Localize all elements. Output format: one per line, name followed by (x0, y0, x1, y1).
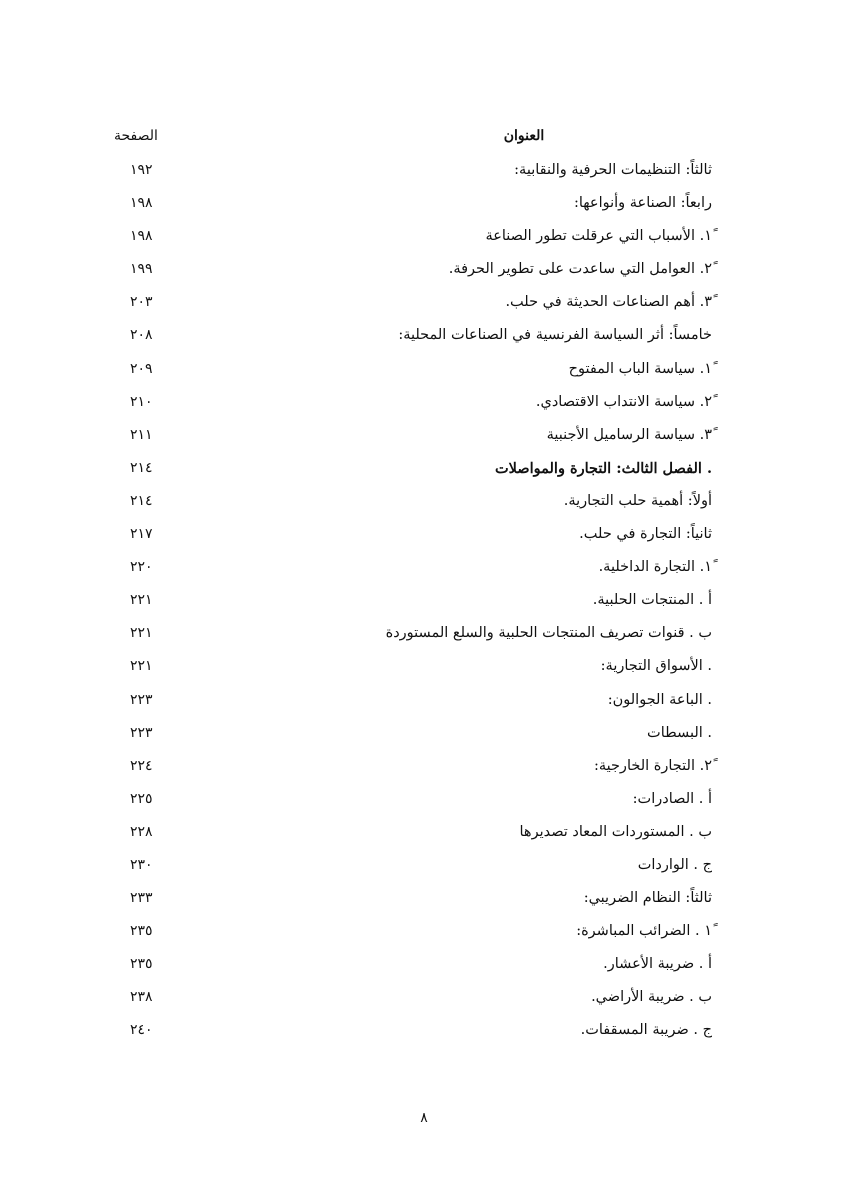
toc-entry-page: ٢٢٠ (130, 559, 153, 576)
toc-entry-title: . الأسواق التجارية: (600, 658, 712, 675)
toc-entry-title: أولاً: أهمية حلب التجارية. (563, 492, 712, 509)
toc-entry (114, 555, 712, 588)
page-number: ٨ (420, 1110, 428, 1126)
toc-list (114, 158, 712, 1052)
toc-entry-page: ٢٢١ (130, 658, 153, 675)
toc-entry (114, 357, 712, 390)
toc-entry-title: ب . قنوات تصريف المنتجات الحلبية والسلع المستوردة (385, 625, 712, 642)
toc-entry-title: ً٢. سياسة الانتداب الاقتصادي. (535, 393, 712, 410)
toc-entry (114, 191, 712, 224)
toc-entry (114, 489, 712, 522)
toc-entry-page: ٢١٠ (130, 393, 153, 410)
toc-entry-title: خامساً: أثر السياسة الفرنسية في الصناعات المحلية: (398, 327, 712, 344)
toc-entry-title: ً٢. العوامل التي ساعدت على تطوير الحرفة. (448, 261, 712, 278)
toc-entry (114, 985, 712, 1018)
toc-entry-title: أ . المنتجات الحلبية. (592, 592, 712, 609)
toc-entry (114, 654, 712, 687)
toc-entry-page: ٢١٤ (130, 459, 153, 476)
toc-entry (114, 853, 712, 886)
toc-entry (114, 224, 712, 257)
toc-entry-page: ٢٤٠ (130, 1022, 153, 1039)
toc-entry-title: ب . ضريبة الأراضي. (591, 989, 712, 1006)
toc-entry (114, 588, 712, 621)
toc-entry-page: ٢٣٣ (130, 890, 153, 907)
toc-entry-page: ٢٠٣ (130, 294, 153, 311)
toc-entry (114, 456, 712, 489)
toc-entry-title: ً١. التجارة الداخلية. (598, 559, 712, 576)
toc-entry (114, 1018, 712, 1051)
toc-entry-page: ١٩٨ (130, 228, 153, 245)
toc-entry-page: ٢١٧ (130, 526, 153, 543)
toc-entry (114, 820, 712, 853)
toc-entry-page: ٢٣٥ (130, 923, 153, 940)
toc-entry-page: ١٩٩ (130, 261, 153, 278)
toc-entry-title: ً٣. سياسة الرساميل الأجنبية (546, 426, 712, 443)
toc-entry (114, 290, 712, 323)
toc-entry (114, 423, 712, 456)
toc-entry-title: ثانياً: التجارة في حلب. (579, 526, 712, 543)
toc-entry-page: ٢٣٠ (130, 856, 153, 873)
toc-entry-page: ٢٢٣ (130, 691, 153, 708)
toc-entry (114, 787, 712, 820)
toc-entry-page: ٢١٤ (130, 492, 153, 509)
toc-entry-page: ٢٢٣ (130, 724, 153, 741)
toc-entry-page: ٢١١ (130, 426, 153, 443)
toc-entry (114, 688, 712, 721)
toc-entry-page: ٢٢١ (130, 625, 153, 642)
toc-entry (114, 952, 712, 985)
toc-entry-page: ١٩٢ (130, 162, 153, 178)
toc-entry-title: . الفصل الثالث: التجارة والمواصلات (495, 459, 712, 477)
toc-entry-title: ب . المستوردات المعاد تصديرها (519, 823, 712, 840)
toc-entry-title: ج . الواردات (637, 856, 712, 873)
toc-entry-title: ج . ضريبة المسقفات. (580, 1022, 712, 1039)
toc-entry-title: أ . الصادرات: (632, 790, 712, 807)
toc-entry (114, 721, 712, 754)
toc-entry (114, 919, 712, 952)
toc-entry-title: ً٣. أهم الصناعات الحديثة في حلب. (505, 294, 712, 311)
toc-entry-page: ٢٣٥ (130, 956, 153, 973)
toc-entry-title: رابعاً: الصناعة وأنواعها: (573, 195, 712, 212)
toc-entry (114, 621, 712, 654)
toc-entry-title: . البسطات (647, 724, 712, 741)
toc-entry-page: ٢٠٨ (130, 327, 153, 344)
toc-entry-page: ١٩٨ (130, 195, 153, 212)
toc-header (114, 128, 712, 152)
toc-entry (114, 323, 712, 356)
toc-entry (114, 522, 712, 555)
toc-entry-page: ٢٢٥ (130, 790, 153, 807)
column-page-heading: الصفحة (114, 128, 158, 144)
toc-entry-title: أ . ضريبة الأعشار. (603, 956, 712, 973)
toc-entry (114, 257, 712, 290)
toc-entry (114, 390, 712, 423)
toc-entry (114, 158, 712, 191)
toc-entry (114, 886, 712, 919)
toc-entry-title: ً١. الأسباب التي عرقلت تطور الصناعة (485, 228, 712, 245)
toc-entry-title: ثالثاً: النظام الضريبي: (583, 890, 712, 907)
toc-entry-page: ٢٠٩ (130, 360, 153, 377)
toc-entry-page: ٢٢٨ (130, 823, 153, 840)
toc-entry-page: ٢٣٨ (130, 989, 153, 1006)
toc-entry-title: ثالثاً: التنظيمات الحرفية والنقابية: (514, 162, 712, 178)
column-title-heading: العنوان (503, 128, 545, 144)
toc-entry-page: ٢٢٤ (130, 757, 153, 774)
toc-entry-title: ً٢. التجارة الخارجية: (593, 757, 712, 774)
toc-entry-title: ً١ . الضرائب المباشرة: (576, 923, 712, 940)
toc-entry-title: ً١. سياسة الباب المفتوح (568, 360, 712, 377)
toc-entry-title: . الباعة الجوالون: (607, 691, 712, 708)
toc-entry-page: ٢٢١ (130, 592, 153, 609)
toc-entry (114, 754, 712, 787)
